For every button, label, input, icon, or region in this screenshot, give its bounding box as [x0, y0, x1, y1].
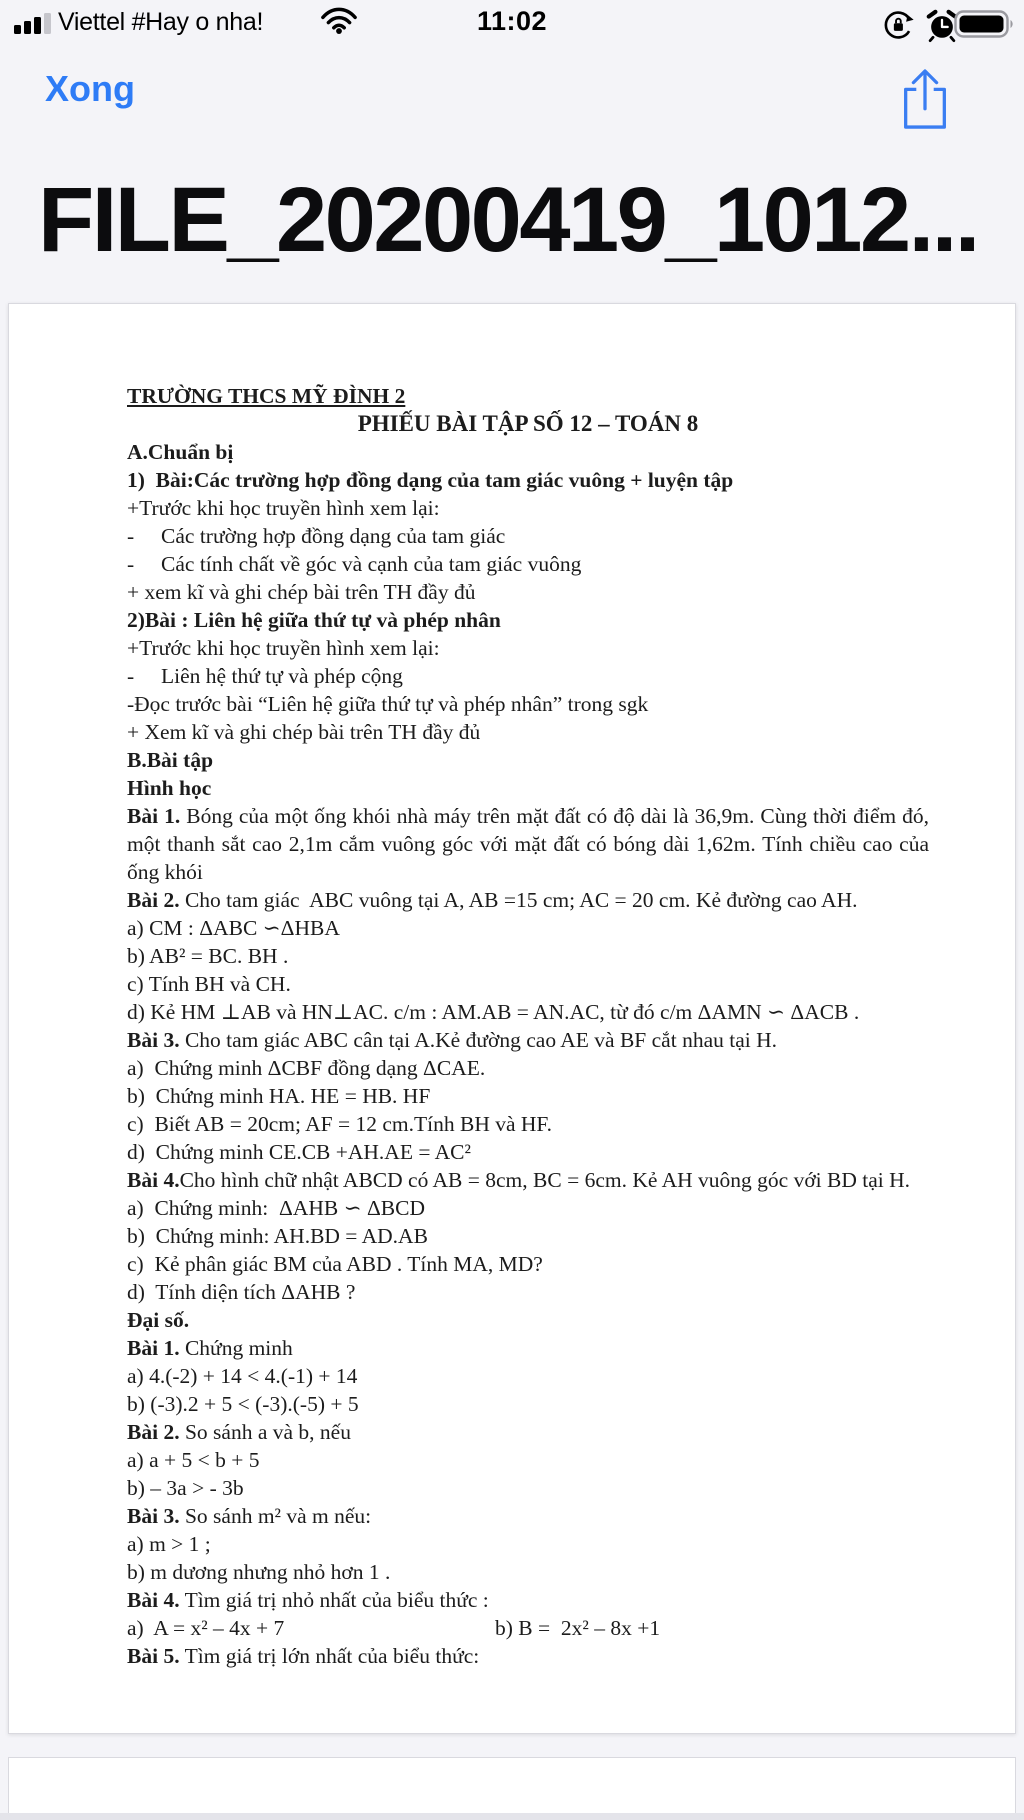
exercise-intro: Cho hình chữ nhật ABCD có AB = 8cm, BC = 6cm. Kẻ AH vuông góc với BD tại H. — [179, 1168, 911, 1192]
sheet-title: PHIẾU BÀI TẬP SỐ 12 – TOÁN 8 — [357, 411, 699, 436]
document-text — [127, 382, 929, 1670]
doc-line: + Xem kĩ và ghi chép bài trên TH đầy đủ — [127, 720, 481, 744]
doc-line: a) Chứng minh: ΔAHB ∽ ΔBCD — [127, 1196, 426, 1220]
doc-line: +Trước khi học truyền hình xem lại: — [127, 636, 440, 660]
doc-line: a) A = x² – 4x + 7 — [127, 1616, 285, 1640]
exercise-label: Bài 1. — [127, 804, 181, 828]
algebra-ex1 — [127, 1334, 929, 1362]
exercise-label: Bài 4. — [127, 1588, 180, 1612]
exercise-label: Bài 3. — [127, 1028, 180, 1052]
algebra-ex2 — [127, 1418, 929, 1446]
doc-line: b) (-3).2 + 5 < (-3).(-5) + 5 — [127, 1392, 359, 1416]
exercise-intro: Bóng của một ống khói nhà máy trên mặt đất có độ dài là 36,9m. Cùng thời điểm đó, một thanh sắt cao 2,1m cắm vuông góc với mặt đất có bóng dài 1,62m. Tính chiều cao của ống khói — [127, 804, 929, 884]
rotation-lock-icon — [882, 9, 914, 46]
exercise-label: Bài 5. — [127, 1644, 180, 1668]
share-icon — [896, 126, 954, 141]
exercise-intro: Chứng minh — [179, 1336, 293, 1360]
doc-line: + xem kĩ và ghi chép bài trên TH đầy đủ — [127, 580, 476, 604]
doc-line: b) B = 2x² – 8x +1 — [495, 1616, 661, 1640]
exercise-label: Bài 2. — [127, 1420, 180, 1444]
page-gap-strip — [0, 1813, 1024, 1820]
algebra-heading: Đại số. — [127, 1308, 190, 1332]
algebra-ex5 — [127, 1642, 929, 1670]
doc-line: b) AB² = BC. BH . — [127, 944, 289, 968]
school-name: TRƯỜNG THCS MỸ ĐÌNH 2 — [127, 384, 406, 408]
exercise-intro: Tìm giá trị nhỏ nhất của biểu thức : — [179, 1588, 489, 1612]
doc-line: d) Tính diện tích ΔAHB ? — [127, 1280, 356, 1304]
doc-line: c) Kẻ phân giác BM của ABD . Tính MA, MD? — [127, 1252, 543, 1276]
doc-line: b) – 3a > - 3b — [127, 1476, 244, 1500]
geometry-heading: Hình học — [127, 776, 212, 800]
geometry-ex3 — [127, 1026, 929, 1054]
section-a-heading: A.Chuẩn bị — [127, 440, 234, 464]
status-bar — [0, 0, 1024, 46]
clock-time: 11:02 — [476, 6, 548, 36]
done-button[interactable]: Xong — [45, 68, 135, 109]
doc-line: c) Tính BH và CH. — [127, 972, 291, 996]
geometry-ex1 — [127, 802, 929, 886]
exercise-label: Bài 4. — [127, 1168, 180, 1192]
doc-line: b) Chứng minh: AH.BD = AD.AB — [127, 1224, 428, 1248]
doc-line: a) CM : ΔABC ∽ΔHBA — [127, 916, 340, 940]
lesson1-title: 1) Bài:Các trường hợp đồng dạng của tam giác vuông + luyện tập — [127, 468, 734, 492]
doc-line-two-col — [127, 1614, 929, 1642]
carrier-label: Viettel #Hay o nha! — [58, 8, 264, 36]
section-b-heading: B.Bài tập — [127, 748, 214, 772]
algebra-ex4 — [127, 1586, 929, 1614]
doc-line: a) 4.(-2) + 14 < 4.(-1) + 14 — [127, 1364, 358, 1388]
doc-line: -Đọc trước bài “Liên hệ giữa thứ tự và phép nhân” trong sgk — [127, 692, 649, 716]
battery-icon — [954, 10, 1014, 43]
doc-line: +Trước khi học truyền hình xem lại: — [127, 496, 440, 520]
share-button[interactable] — [896, 62, 954, 141]
lesson2-title: 2)Bài : Liên hệ giữa thứ tự và phép nhân — [127, 608, 501, 632]
exercise-intro: Cho tam giác ABC vuông tại A, AB =15 cm; AC = 20 cm. Kẻ đường cao AH. — [179, 888, 858, 912]
exercise-label: Bài 1. — [127, 1336, 180, 1360]
exercise-intro: So sánh a và b, nếu — [179, 1420, 351, 1444]
exercise-intro: Cho tam giác ABC cân tại A.Kẻ đường cao AE và BF cắt nhau tại H. — [179, 1028, 778, 1052]
exercise-label: Bài 3. — [127, 1504, 180, 1528]
doc-line: a) Chứng minh ΔCBF đồng dạng ΔCAE. — [127, 1056, 486, 1080]
file-title: FILE_20200419_1012... — [38, 169, 978, 271]
doc-line: a) a + 5 < b + 5 — [127, 1448, 260, 1472]
doc-line: - Các tính chất về góc và cạnh của tam giác vuông — [127, 552, 582, 576]
doc-line: a) m > 1 ; — [127, 1532, 211, 1556]
doc-line: b) m dương nhưng nhỏ hơn 1 . — [127, 1560, 391, 1584]
algebra-ex3 — [127, 1502, 929, 1530]
geometry-ex2 — [127, 886, 929, 914]
geometry-ex4 — [127, 1166, 929, 1194]
exercise-intro: So sánh m² và m nếu: — [179, 1504, 372, 1528]
doc-line: - Các trường hợp đồng dạng của tam giác — [127, 524, 506, 548]
exercise-intro: Tìm giá trị lớn nhất của biểu thức: — [179, 1644, 480, 1668]
doc-line: c) Biết AB = 20cm; AF = 12 cm.Tính BH và HF. — [127, 1112, 553, 1136]
doc-line: b) Chứng minh HA. HE = HB. HF — [127, 1084, 431, 1108]
exercise-label: Bài 2. — [127, 888, 180, 912]
doc-line: d) Chứng minh CE.CB +AH.AE = AC² — [127, 1140, 471, 1164]
doc-line: - Liên hệ thứ tự và phép cộng — [127, 664, 403, 688]
document-page-2[interactable] — [8, 1757, 1016, 1813]
doc-line: d) Kẻ HM ⊥AB và HN⊥AC. c/m : AM.AB = AN.AC, từ đó c/m ΔAMN ∽ ΔACB . — [127, 1000, 860, 1024]
document-page-1[interactable] — [8, 303, 1016, 1734]
